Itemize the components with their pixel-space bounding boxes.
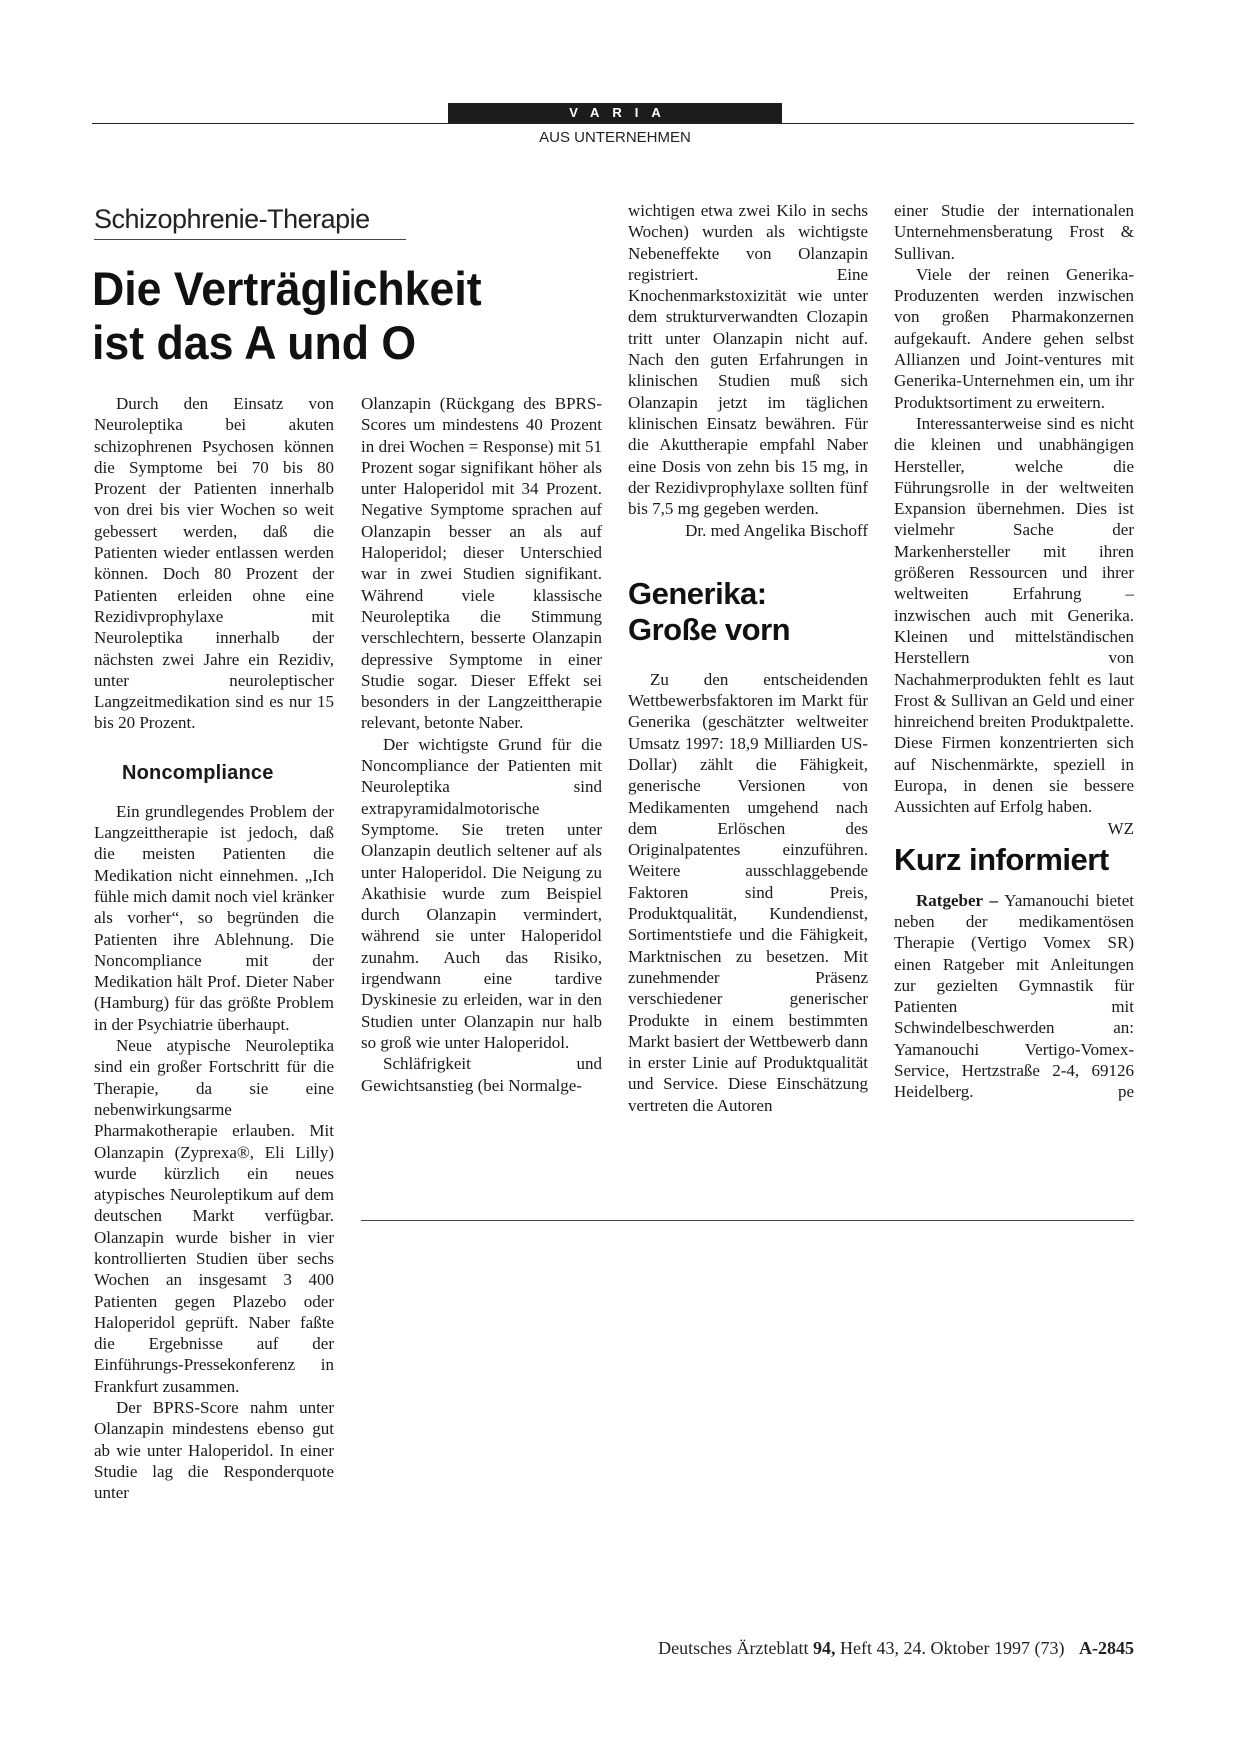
section-banner: VARIA <box>448 103 782 123</box>
generika-headline <box>628 576 868 648</box>
paragraph: Der wichtigste Grund für die Noncompliance der Patienten mit Neuroleptika sind extrapyramidalmotorische Symptome. Sie treten unter Olanzapin deutlich seltener auf als unter Haloperidol. Die Neigung zu Akathisie wurde zum Beispiel durch Olanzapin vermindert, während sie unter Haloperidol zunahm. Auch das Risiko, irgendwann eine tardive Dyskinesie zu erleiden, war in den Studien unter Olanzapin nur halb so groß wie unter Haloperidol. <box>361 734 602 1052</box>
generika-headline-line-2: Große vorn <box>628 611 791 647</box>
page-number: A-2845 <box>1079 1638 1134 1658</box>
headline-line-1: Die Verträglichkeit <box>92 262 482 315</box>
kicker-underline <box>94 239 406 240</box>
header-rule <box>92 123 1134 124</box>
section-divider <box>361 1220 1134 1221</box>
headline-line-2: ist das A und O <box>92 316 417 369</box>
article-headline <box>92 262 586 370</box>
article-kicker: Schizophrenie-Therapie <box>94 204 370 234</box>
paragraph: Der BPRS-Score nahm unter Olanzapin mindestens ebenso gut ab wie unter Haloperidol. In einer Studie lag die Responderquote unter <box>94 1398 334 1503</box>
author-initials: WZ <box>1107 818 1134 838</box>
generika-headline-line-1: Generika: <box>628 575 767 611</box>
column-1 <box>94 393 334 1504</box>
column-2 <box>361 393 602 1096</box>
paragraph-text: Yamanouchi bietet neben der medikamentösen Therapie (Vertigo Vomex SR) einen Ratgeber mit Anleitungen zur gezielten Gymnastik für Patienten mit Schwindelbeschwerden an: Yamanouchi Vertigo-Vomex-Service, Hertzstraße 2-4, 69126 Heidelberg. <box>894 890 1134 1102</box>
column-3 <box>628 200 868 1116</box>
paragraph: Durch den Einsatz von Neuroleptika bei akuten schizophrenen Psychosen können die Symptome bei 70 bis 80 Prozent der Patienten innerhalb von drei bis vier Wochen so weit gebessert werden, daß die Patienten wieder entlassen werden können. Doch 80 Prozent der Patienten erleiden ohne eine Rezidivprophylaxe mit Neuroleptika innerhalb der nächsten zwei Jahre ein Rezidiv, unter neuroleptischer Langzeitmedikation sind es nur 15 bis 20 Prozent. <box>94 394 334 733</box>
author-initials: pe <box>1117 1082 1134 1102</box>
paragraph: Viele der reinen Generika-Produzenten werden inzwischen von großen Pharmakonzernen aufgekauft. Andere gehen selbst Allianzen und Joint-ventures mit Generika-Unternehmen ein, um ihr Produktsortiment zu erweitern. <box>894 264 1134 412</box>
subsection-label: AUS UNTERNEHMEN <box>539 129 691 146</box>
kurz-informiert-headline: Kurz informiert <box>894 841 1109 877</box>
author-byline: Dr. med Angelika Bischoff <box>685 521 868 541</box>
paragraph: Neue atypische Neuroleptika sind ein großer Fortschritt für die Therapie, da sie eine nebenwirkungsarme Pharmakotherapie erlauben. Mit Olanzapin (Zyprexa®, Eli Lilly) wurde kürzlich ein neues atypisches Neuroleptikum auf dem deutschen Markt verfügbar. Olanzapin wurde bisher in vier kontrollierten Studien über sechs Wochen an insgesamt 3 400 Patienten gegen Plazebo oder Haloperidol geprüft. Naber faßte die Ergebnisse auf der Einführungs-Pressekonferenz in Frankfurt zusammen. <box>94 1036 334 1396</box>
paragraph: wichtigen etwa zwei Kilo in sechs Wochen) wurden als wichtigste Nebeneffekte von Olanzapin registriert. Eine Knochenmarkstoxizität wie unter dem strukturverwandten Clozapin tritt unter Olanzapin nicht auf. Nach den guten Erfahrungen in klinischen Studien muß sich Olanzapin jetzt im täglichen klinischen Einsatz bewähren. Für die Akuttherapie empfahl Naber eine Dosis von zehn bis 15 mg, in der Rezidivprophylaxe sollten fünf bis 7,5 mg gegeben werden. <box>628 201 868 519</box>
subheading-noncompliance: Noncompliance <box>122 761 274 784</box>
paragraph: einer Studie der internationalen Unternehmensberatung Frost & Sullivan. <box>894 201 1134 263</box>
journal-issue: Heft 43, 24. Oktober 1997 (73) <box>840 1638 1065 1658</box>
paragraph <box>894 890 1134 1103</box>
paragraph: Zu den entscheidenden Wettbewerbsfaktoren im Markt für Generika (geschätzter weltweiter Umsatz 1997: 18,9 Milliarden US-Dollar) zählt die Fähigkeit, generische Versionen von Medikamenten umgehend nach dem Erlöschen des Originalpatentes einzuführen. Weitere ausschlaggebende Faktoren sind Preis, Produktqualität, Kundendienst, Sortimentstiefe und die Fähigkeit, Marktnischen zu besetzen. Mit zunehmender Präsenz verschiedener generischer Produkte in einem bestimmten Markt basiert der Wettbewerb dann in erster Linie auf Produktqualität und Service. Diese Einschätzung vertreten die Autoren <box>628 669 869 1115</box>
journal-name: Deutsches Ärzteblatt <box>658 1638 809 1658</box>
paragraph-text: Interessanterweise sind es nicht die kleinen und unabhängigen Hersteller, welche die Führungsrolle in der weltweiten Expansion übernehmen. Dies ist vielmehr Sache der Markenhersteller mit ihren größeren Ressourcen und ihrer weltweiten Erfahrung – inzwischen auch mit Generika. Kleinen und mittelständischen Herstellern von Nachahmerprodukten fehlt es laut Frost & Sullivan an Geld und einer hinreichend breiten Produktpalette. Diese Firmen konzentrierten sich auf Nischenmärkte, speziell in Europa, in denen sie bessere Aussichten auf Erfolg haben. <box>894 413 1134 817</box>
paragraph: Olanzapin (Rückgang des BPRS-Scores um mindestens 40 Prozent in drei Wochen = Response) mit 51 Prozent sogar signifikant höher als unter Haloperidol mit 34 Prozent. Negative Symptome sprachen auf Olanzapin besser an als auf Haloperidol; dieser Unterschied war in zwei Studien signifikant. Während viele klassische Neuroleptika die Stimmung verschlechtern, besserte Olanzapin depressive Symptome in einer Studie sogar. Dieser Effekt sei besonders in der Langzeittherapie relevant, betonte Naber. <box>361 394 602 733</box>
paragraph: Schläfrigkeit und Gewichtsanstieg (bei Normalge- <box>361 1054 602 1095</box>
page-footer <box>658 1638 1134 1659</box>
paragraph: Ein grundlegendes Problem der Langzeittherapie ist jedoch, daß die meisten Patienten die Medikation nicht einnehmen. „Ich fühle mich damit noch viel kränker als vorher“, so begründen die Patienten ihre Ablehnung. Die Noncompliance mit der Medikation hält Prof. Dieter Naber (Hamburg) für das größte Problem in der Psychiatrie überhaupt. <box>94 801 334 1034</box>
paragraph <box>894 413 1134 838</box>
column-4 <box>894 200 1134 1103</box>
journal-volume: 94, <box>813 1638 836 1658</box>
lead-keyword: Ratgeber – <box>916 890 999 910</box>
